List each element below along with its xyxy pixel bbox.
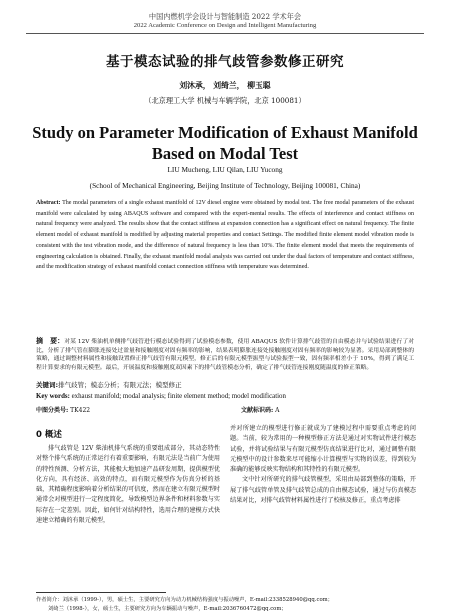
footnote-rule [36, 592, 166, 593]
footnote-author-1: 作者简介：刘沐承（1999-），男，硕士生，主要研究方向为动力机械结构强度与振动噪声，E-mail:2338528940@qq.com； [36, 597, 333, 603]
body-paragraph: 并对所建立的模型进行修正就成为了建模过程中需要重点考虑的问题。当前，较为常用的一种模型修正方法是通过对实物试件进行模态试验，并将试验结果与有限元模型仿真结果进行比对，通过调整有限元模型中的设计参数来尽可能缩小计算模型与实物的误差，得到较为准确的能够反映实物结构和其特性的有限元模型。 [230, 425, 416, 474]
clc-label: 中图分类号: [36, 407, 69, 414]
keywords-cn-text: 排气歧管；模态分析；有限元法；模型修正 [58, 381, 182, 389]
keywords-cn [36, 380, 414, 389]
classification-row [36, 405, 414, 415]
document-code [241, 405, 279, 414]
conference-name-en: 2022 Academic Conference on Design and Intelligent Manufacturing [133, 22, 317, 29]
abstract-en-text: The modal parameters of a single exhaust manifold of 12V diesel engine were obtained by modal test. The free modal parameters of the exhaust manifold were calculated by using ABAQUS software and compared with the experi-mental results. The effects of interference and contact stiffness on natural frequency were analyzed. The results show that the contact stiffness at expansion connection has a significant effect on natural frequency. The finite element model of exhaust manifold is modified by adjusting material properties and contact Settings. The modified finite element model vibration mode is consistent with the test vibration mode, and the difference of natural frequency is less than 10%. The finite element model that meets the requirements of engineering calculation is obtained. Finally, the exhaust manifold modal analysis was carried out under the dual factors of temperature and contact stiffness, and the modification strategy of exhaust manifold contact connection stiffness with temperature was determined. [36, 200, 414, 271]
keywords-en-label: Key words: [36, 393, 70, 400]
abstract-en [36, 198, 414, 273]
paper-title-en-line2: Based on Modal Test [151, 144, 299, 163]
section-heading: 0 概述 [36, 430, 62, 440]
abstract-cn-label: 摘 要： [36, 337, 65, 345]
abstract-en-label: Abstract: [36, 200, 61, 206]
doc-code-value: A [275, 407, 280, 414]
authors-cn: 刘沐承， 刘绮兰， 柳玉聪 [179, 81, 271, 90]
body-paragraph: 排气歧管是 12V 柴油机排气系统的重要组成部分，其动态特性对整个排气系统的正常运行有着重要影响，有限元法是当前广为使用的特性预测、分析方法，其能极大地加速产品研发周期，提供模型优化方向，具有经济、高效的特点，而有限元模型作为仿真分析的基础，其精确程度影响着分析结果的可信度，然而在建立有限元模型时通常会对模型进行一定程度简化，导致模型边界条件和材料参数与实际存在一定差别。因此，如何针对结构特性，选用合理的建模方式快速建立精确的有限元模型， [36, 445, 220, 525]
body-column-left [36, 444, 220, 526]
paper-title-en-line1: Study on Parameter Modification of Exhaust Manifold [32, 123, 418, 142]
abstract-cn-text: 对某 12V 柴油机单侧排气歧管进行模态试验得到了试验模态参数，使用 ABAQUS 软件计算排气歧管的自由模态并与试验结果进行了对比，分析了排气管在膨胀连接处过盈量和接触刚度对固有频率的影响，结果表明膨胀连接处接触刚度对固有频率的影响较为显著。采用局部到整体的策略，通过调整材料属性和接触设置修正排气歧管有限元模型，修正后的有限元模型振型与试验振型一致，固有频率相差小于 10%，得到了满足工程计算要求的有限元模型。最后，开展温度和接触刚度双因素下的排气歧管模态分析，确定了排气歧管连接刚度随温度的修正策略。 [36, 339, 414, 371]
affiliation-cn: （北京理工大学 机械与车辆学院，北京 100081） [144, 96, 306, 105]
keywords-cn-label: 关键词: [36, 381, 59, 389]
footnote-author-2: 刘绮兰（1998-），女，硕士生，主要研究方向为车辆振动与噪声，E-mail:2036760472@qq.com； [48, 606, 287, 612]
doc-code-label: 文献标识码: [241, 407, 274, 414]
body-paragraph: 文中针对所研究的排气歧管模型，采用由局部到整体的策略，开展了排气歧管单管及排气歧管总成的自由模态试验，通过与仿真模态结果对比，对排气歧管材料属性进行了校核及修正，重点考虑排 [230, 476, 416, 505]
conference-name-cn: 中国内燃机学会设计与智能制造 2022 学术年会 [148, 12, 302, 21]
clc-number [36, 407, 90, 414]
keywords-en [36, 393, 414, 400]
header-rule [26, 33, 424, 34]
affiliation-en: (School of Mechanical Engineering, Beijing Institute of Technology, Beijing 100081, China) [89, 181, 361, 190]
keywords-en-text: exhaust manifold; modal analysis; finite element method; model modification [71, 393, 286, 400]
paper-title-cn: 基于模态试验的排气歧管参数修正研究 [106, 54, 344, 70]
body-column-right [230, 424, 416, 506]
authors-en: LIU Mucheng, LIU Qilan, LIU Yucong [167, 165, 283, 174]
clc-value: TK422 [70, 407, 91, 414]
abstract-cn [36, 337, 414, 372]
